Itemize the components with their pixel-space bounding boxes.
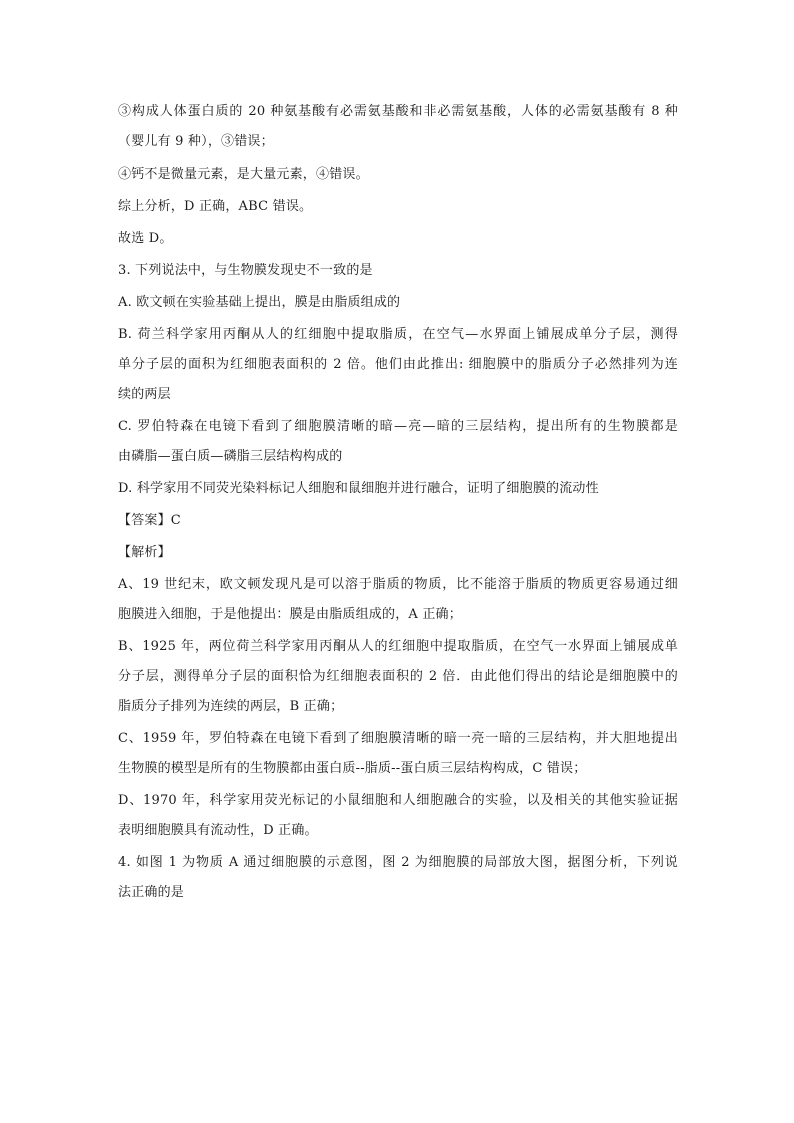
- option-b-cont: 续的两层: [118, 387, 171, 402]
- analysis-line: D、1970 年，科学家用荧光标记的小鼠细胞和人细胞融合的实验，以及相关的其他实验证据: [118, 793, 678, 808]
- question-stem-cont: 法正确的是: [118, 885, 185, 900]
- analysis-line: 表明细胞膜具有流动性，D 正确。: [118, 823, 318, 838]
- question-stem: 4. 如图 1 为物质 A 通过细胞膜的示意图，图 2 为细胞膜的局部放大图，据图分析，下列说: [118, 855, 678, 870]
- text-line: ③构成人体蛋白质的 20 种氨基酸有必需氨基酸和非必需氨基酸，人体的必需氨基酸有 8 种: [118, 104, 678, 119]
- analysis-line: B、1925 年，两位荷兰科学家用丙酮从人的红细胞中提取脂质，在空气一水界面上铺展成单: [118, 639, 678, 654]
- text-line: 故选 D。: [118, 231, 173, 246]
- option-c-cont: 由磷脂—蛋白质—磷脂三层结构构成的: [118, 449, 343, 464]
- analysis-line: A、19 世纪末，欧文顿发现凡是可以溶于脂质的物质，比不能溶于脂质的物质更容易通过细: [118, 577, 678, 592]
- analysis-line: 分子层，测得单分子层的面积恰为红细胞表面积的 2 倍．由此他们得出的结论是细胞膜中的: [118, 669, 678, 684]
- option-c: C. 罗伯特森在电镜下看到了细胞膜清晰的暗—亮—暗的三层结构，提出所有的生物膜都是: [118, 419, 678, 434]
- text-line: ④钙不是微量元素，是大量元素，④错误。: [118, 167, 369, 182]
- question-stem: 3. 下列说法中，与生物膜发现史不一致的是: [118, 263, 373, 278]
- analysis-line: 脂质分子排列为连续的两层，B 正确；: [118, 699, 344, 714]
- option-b-cont: 单分子层的面积为红细胞表面积的 2 倍。他们由此推出: 细胞膜中的脂质分子必然排列为连: [118, 357, 678, 372]
- analysis-line: 胞膜进入细胞，于是他提出：膜是由脂质组成的，A 正确；: [118, 607, 462, 622]
- answer-line: 【答案】C: [118, 513, 181, 528]
- option-a: A. 欧文顿在实验基础上提出，膜是由脂质组成的: [118, 295, 401, 310]
- analysis-heading: 【解析】: [118, 545, 171, 560]
- text-line: （婴儿有 9 种），③错误；: [118, 134, 274, 149]
- option-b: B. 荷兰科学家用丙酮从人的红细胞中提取脂质，在空气—水界面上铺展成单分子层，测得: [118, 327, 678, 342]
- analysis-line: 生物膜的模型是所有的生物膜都由蛋白质--脂质--蛋白质三层结构构成，C 错误；: [118, 761, 587, 776]
- analysis-line: C、1959 年，罗伯特森在电镜下看到了细胞膜清晰的暗一亮一暗的三层结构，并大胆地提出: [118, 731, 678, 746]
- option-d: D. 科学家用不同荧光染料标记人细胞和鼠细胞并进行融合，证明了细胞膜的流动性: [118, 481, 599, 496]
- text-line: 综上分析，D 正确，ABC 错误。: [118, 199, 313, 214]
